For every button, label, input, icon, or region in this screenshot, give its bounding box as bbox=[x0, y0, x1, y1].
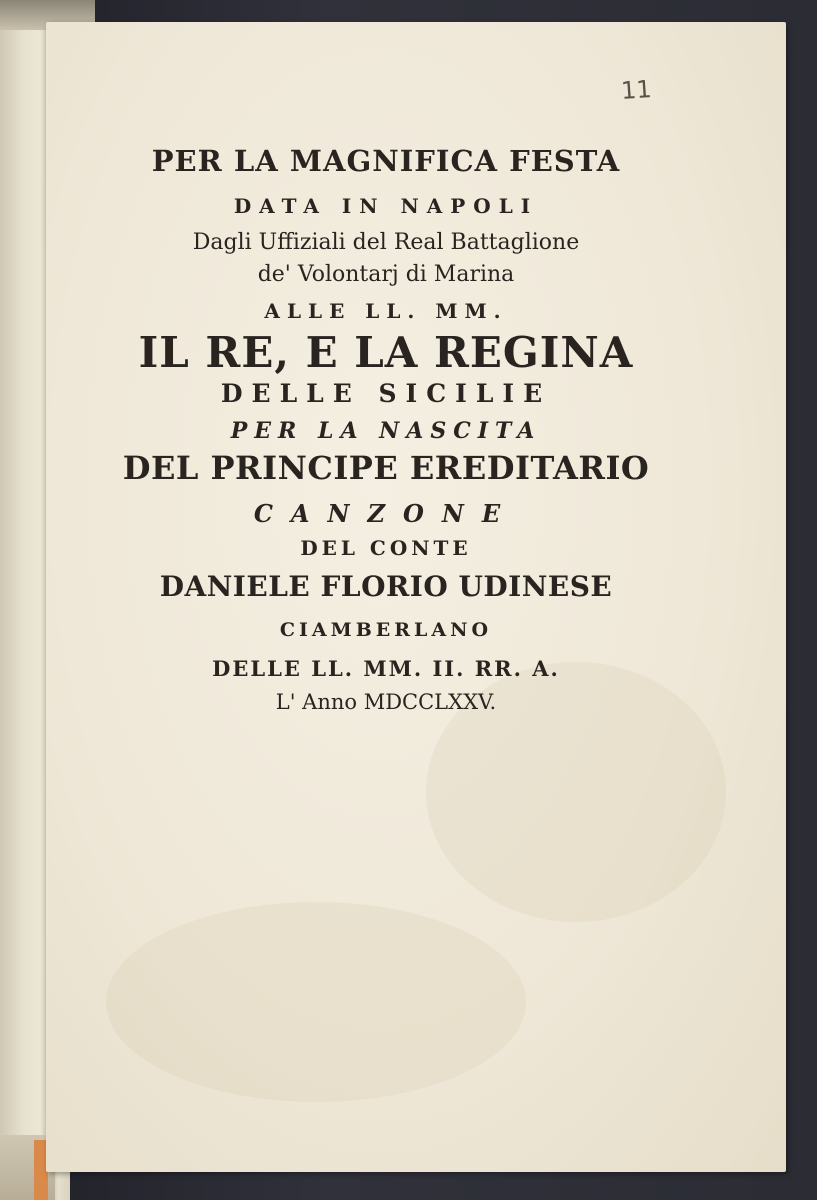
folio-number: 11 bbox=[620, 74, 653, 106]
title-line-principe: DEL PRINCIPE EREDITARIO bbox=[122, 449, 650, 487]
title-line-alle: ALLE LL. MM. bbox=[264, 299, 508, 323]
title-line-conte: DEL CONTE bbox=[300, 536, 472, 560]
title-line-volontarj: de' Volontarj di Marina bbox=[257, 262, 515, 287]
title-line-year: L' Anno MDCCLXXV. bbox=[275, 690, 497, 714]
title-line-festa: PER LA MAGNIFICA FESTA bbox=[151, 144, 621, 178]
paper-stain bbox=[106, 902, 526, 1102]
title-line-re-regina: IL RE, E LA REGINA bbox=[138, 328, 634, 377]
title-line-ciamberlano: CIAMBERLANO bbox=[279, 619, 493, 641]
title-line-author: DANIELE FLORIO UDINESE bbox=[159, 570, 613, 603]
title-line-mm: DELLE LL. MM. II. RR. A. bbox=[212, 656, 560, 681]
title-line-napoli: DATA IN NAPOLI bbox=[233, 194, 539, 218]
title-line-canzone: CANZONE bbox=[253, 499, 519, 528]
title-page bbox=[46, 22, 786, 1172]
title-line-uffiziali: Dagli Uffiziali del Real Battaglione bbox=[192, 230, 580, 255]
title-line-nascita: PER LA NASCITA bbox=[230, 418, 542, 444]
title-line-sicilie: DELLE SICILIE bbox=[220, 379, 552, 408]
